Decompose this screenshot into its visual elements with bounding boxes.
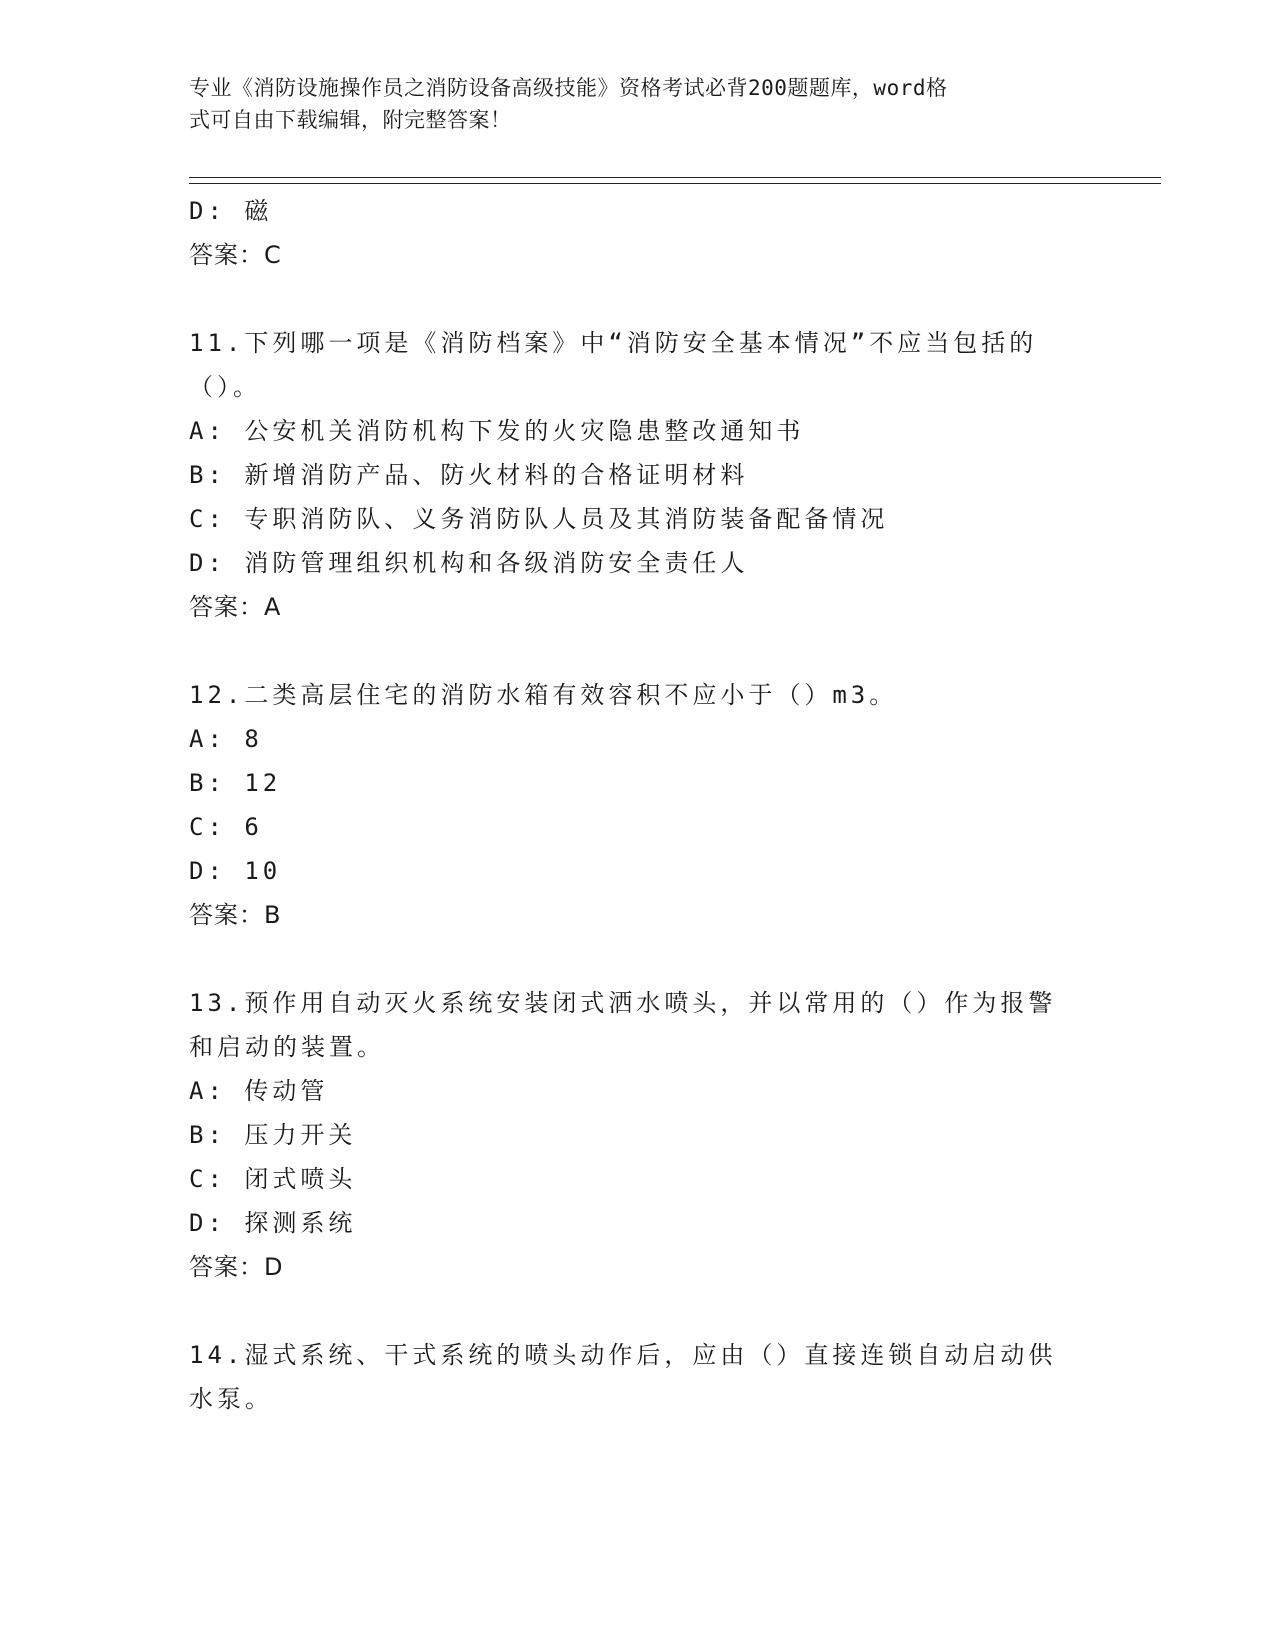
q12-option-a: A: 8: [189, 725, 263, 753]
q12-option-d: D: 10: [189, 857, 282, 885]
q13-stem-line-1: 13.预作用自动灭火系统安装闭式洒水喷头，并以常用的（）作为报警: [189, 989, 1057, 1017]
q14-stem-line-2: 水泵。: [189, 1385, 273, 1413]
header-divider-top: [189, 177, 1161, 178]
q11-answer: 答案：A: [189, 593, 282, 621]
q13-option-b: B: 压力开关: [189, 1121, 357, 1149]
q12-option-c: C: 6: [189, 813, 263, 841]
q13-stem-line-2: 和启动的装置。: [189, 1033, 385, 1061]
q12-option-b: B: 12: [189, 769, 282, 797]
prev-answer: 答案：C: [189, 241, 282, 269]
q13-answer: 答案：D: [189, 1253, 284, 1281]
q12-answer: 答案：B: [189, 901, 282, 929]
prev-option-d: D: 磁: [189, 197, 273, 225]
header-line-1: 专业《消防设施操作员之消防设备高级技能》资格考试必背200题题库，word格: [189, 76, 948, 100]
q13-option-d: D: 探测系统: [189, 1209, 357, 1237]
q13-option-c: C: 闭式喷头: [189, 1165, 357, 1193]
q12-stem-line-1: 12.二类高层住宅的消防水箱有效容积不应小于（）m3。: [189, 681, 898, 709]
q11-option-b: B: 新增消防产品、防火材料的合格证明材料: [189, 461, 749, 489]
q14-stem-line-1: 14.湿式系统、干式系统的喷头动作后，应由（）直接连锁自动启动供: [189, 1341, 1057, 1369]
q11-option-d: D: 消防管理组织机构和各级消防安全责任人: [189, 549, 749, 577]
header-divider-bottom: [189, 183, 1161, 184]
q11-stem-line-1: 11.下列哪一项是《消防档案》中“消防安全基本情况”不应当包括的: [189, 329, 1038, 357]
q13-option-a: A: 传动管: [189, 1077, 329, 1105]
q11-stem-line-2: （）。: [189, 373, 261, 401]
header-line-2: 式可自由下载编辑，附完整答案！: [189, 108, 512, 132]
q11-option-a: A: 公安机关消防机构下发的火灾隐患整改通知书: [189, 417, 805, 445]
q11-option-c: C: 专职消防队、义务消防队人员及其消防装备配备情况: [189, 505, 889, 533]
document-header: [189, 72, 1069, 136]
